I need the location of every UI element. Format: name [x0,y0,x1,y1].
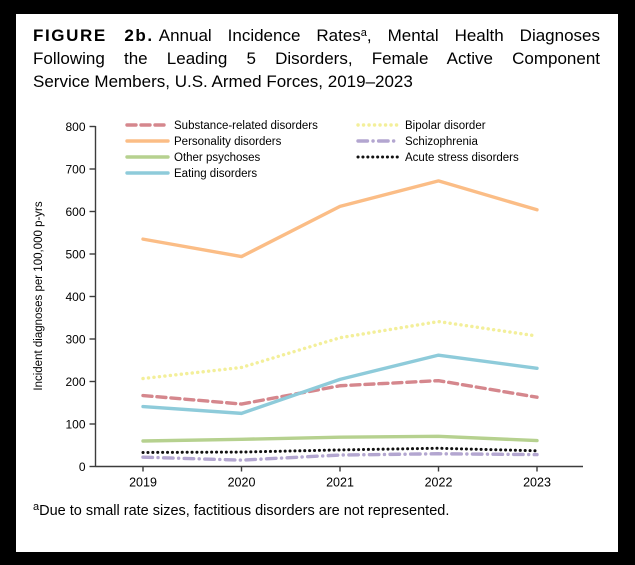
series-bipolar-disorder [143,322,537,379]
x-tick-label: 2021 [326,475,354,490]
figure-title-line-2: Following the Leading 5 Disorders, Female Active Component [33,49,600,68]
legend-label-bipolar-disorder: Bipolar disorder [405,120,486,132]
series-schizophrenia [143,454,537,460]
y-tick-label: 200 [65,375,86,389]
y-tick-label: 800 [65,120,86,134]
x-tick-label: 2019 [129,475,157,490]
y-tick-label: 0 [78,460,86,474]
y-tick-label: 700 [65,162,86,177]
figure-title [33,24,600,93]
series-substance-related-disorders [143,381,537,404]
figure-card [16,14,618,552]
figure-footnote [33,503,601,519]
y-axis-title: Incident diagnoses per 100,000 p-yrs [33,201,45,391]
legend-label-acute-stress-disorders: Acute stress disorders [405,152,519,164]
footnote-marker-bottom: a [33,501,40,513]
legend-label-schizophrenia: Schizophrenia [405,136,478,148]
x-tick-label: 2020 [227,475,256,490]
figure-title-text-1b: , Mental Health Diagnoses [366,26,600,45]
legend-label-substance-related-disorders: Substance-related disorders [174,120,318,132]
x-tick-label: 2022 [424,475,453,490]
legend-label-other-psychoses: Other psychoses [174,152,261,164]
y-tick-label: 100 [65,417,86,432]
y-tick-label: 500 [65,247,86,262]
series-other-psychoses [143,436,537,441]
figure-label: FIGURE 2b. [33,26,154,45]
y-tick-label: 300 [65,332,86,347]
incidence-line-chart [16,106,618,492]
legend-label-personality-disorders: Personality disorders [174,136,282,148]
footnote-marker: a [360,27,367,39]
x-tick-label: 2023 [523,475,551,490]
figure-title-line-3: Service Members, U.S. Armed Forces, 2019–2023 [33,72,413,91]
chart-area [16,106,618,492]
figure-title-line-1 [33,24,600,47]
footnote-text: Due to small rate sizes, factitious disorders are not represented. [39,503,450,519]
y-tick-label: 600 [65,205,86,219]
series-personality-disorders [143,181,537,257]
series-acute-stress-disorders [143,448,537,452]
y-tick-label: 400 [65,290,86,304]
legend-label-eating-disorders: Eating disorders [174,168,258,180]
figure-title-text-1a: Annual Incidence Rates [158,26,361,45]
